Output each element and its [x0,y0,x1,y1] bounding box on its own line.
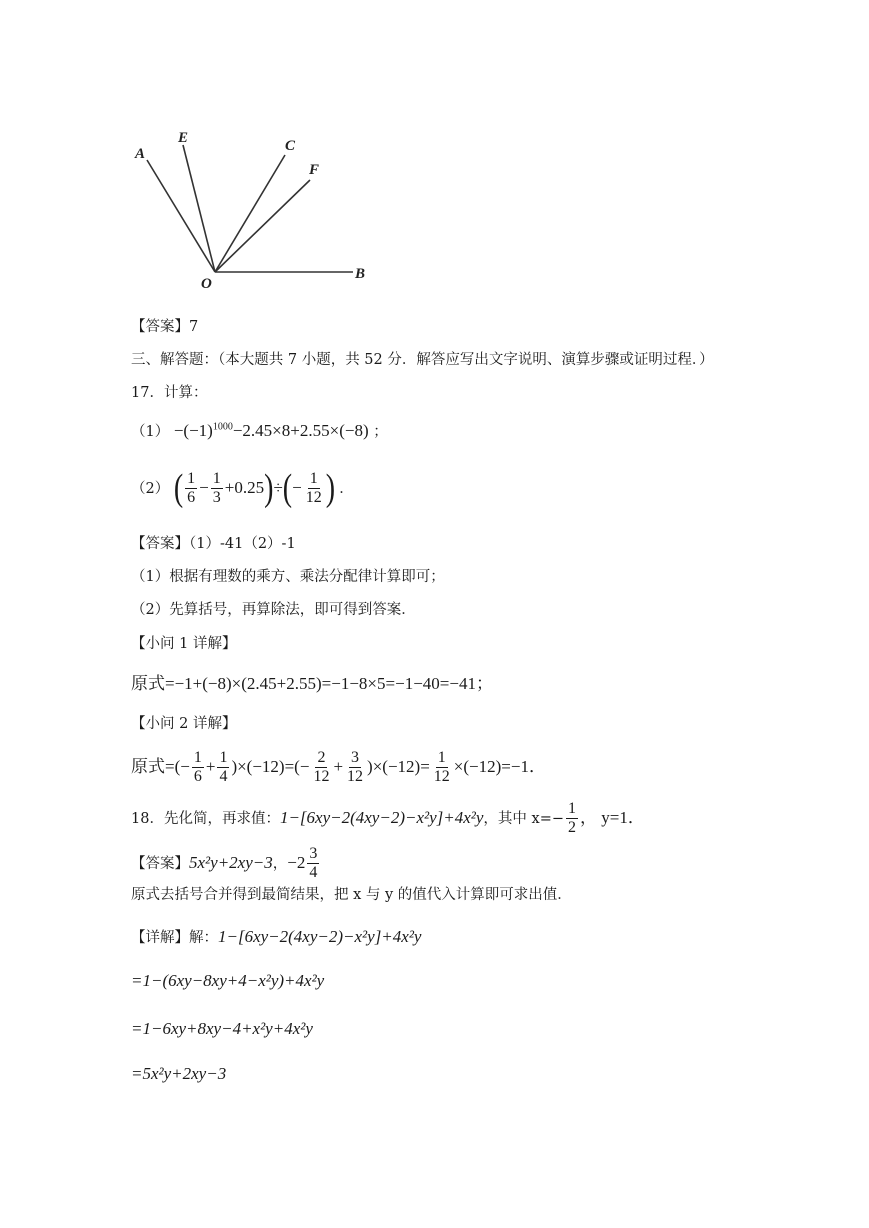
q17-answer: 【答案】（1）-41（2）-1 [131,536,296,552]
q18-title: 18．先化简，再求值：1−[6xy−2(4xy−2)−x²y]+4x²y，其中 x=− $\frac{1}{2}$ ， y=1． [131,800,645,837]
label-C: C [285,138,296,154]
q17-title: 17．计算： [131,385,208,401]
fraction: $\frac{1}{12}$ [305,470,322,507]
q17-part1: $(1) -(-1)^{1000}-2.45\times 8+2.55\times(-8)$ ； [131,421,388,440]
angle-figure [125,120,385,300]
fraction: $\frac{1}{3}$ [212,470,221,507]
q18-detail: 【详解】解：1−[6xy−2(4xy−2)−x²y]+4x²y [131,927,422,946]
q17-part2: （2） ( $\frac{1}{6}$ − $\frac{1}{3}$ +0.25)÷(− $\frac{1}{12}$ ) ． [131,467,354,510]
q17-sub2-heading: 【小问 2 详解】 [131,716,237,732]
label-A: A [135,146,146,162]
q18-answer: 【答案】5x²y+2xy−3，−2 $\frac{3}{4}$ [131,845,318,882]
q18-step-3: =5x²y+2xy−3 [131,1064,227,1083]
label-B: B [355,266,366,282]
label-F: F [309,162,320,178]
section-heading: 三、解答题：（本大题共 7 小题，共 52 分．解答应写出文字说明、演算步骤或证明过程．） [131,352,714,368]
q17-sub1-heading: 【小问 1 详解】 [131,636,237,652]
ray-OA [147,160,215,272]
q18-step-2: =1−6xy+8xy−4+x²y+4x²y [131,1019,313,1038]
q17-sub2-equation: 原式=(− $\frac{1}{6}$ + $\frac{1}{4}$ )×(−12)=(− $\frac{2}{12}$ + $\frac{3}{12}$ )×(−12)= $\frac{1}{12}$ ×(−12)=−1． [131,749,546,786]
q17-sub1-equation: 原式=−1+(−8)×(2.45+2.55)=−1−8×5=−1−40=−41； [131,674,493,693]
fraction: $\frac{1}{6}$ [187,470,196,507]
answer-16: 【答案】7 [131,319,199,335]
q18-step-1: =1−(6xy−8xy+4−x²y)+4x²y [131,971,325,990]
ray-OE [183,145,215,272]
q17-analysis-1: （1）根据有理数的乘方、乘法分配律计算即可； [131,569,445,585]
label-O: O [201,276,212,292]
q17-analysis-2: （2）先算括号，再算除法，即可得到答案． [131,602,416,618]
label-E: E [178,130,189,146]
q18-analysis: 原式去括号合并得到最简结果，把 x 与 y 的值代入计算即可求出值． [131,887,572,903]
